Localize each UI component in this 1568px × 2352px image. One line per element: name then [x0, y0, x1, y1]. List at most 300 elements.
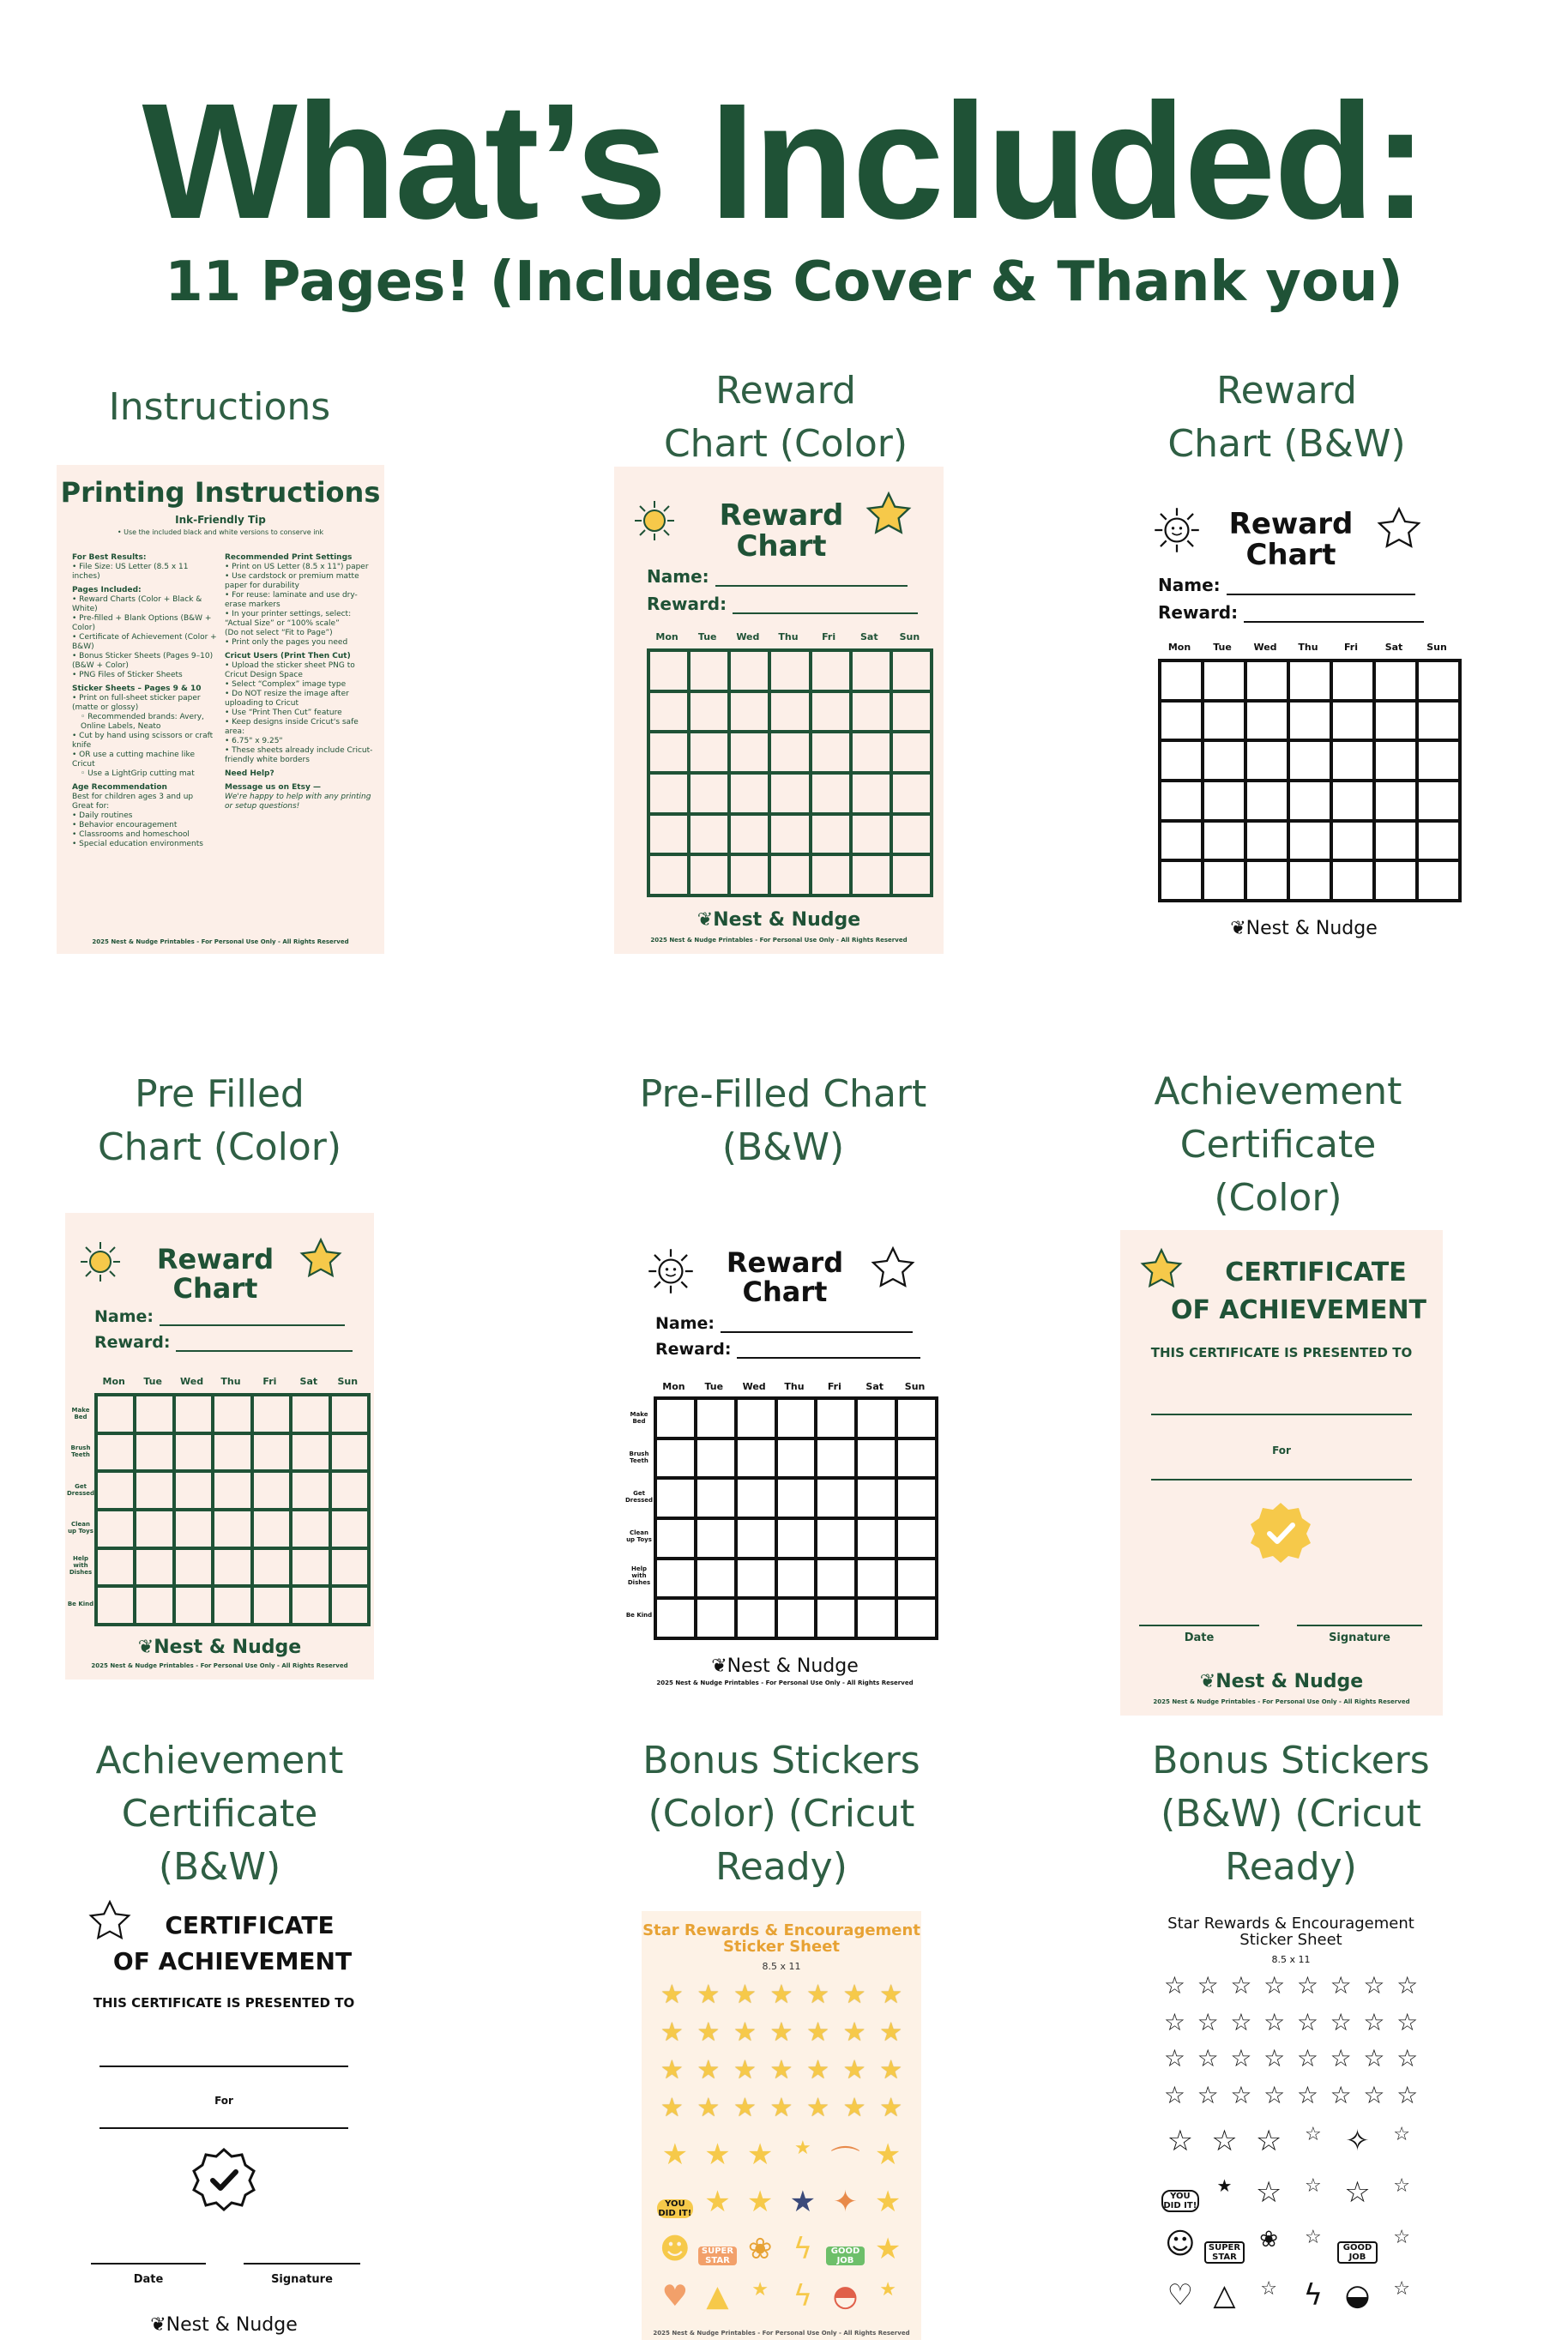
good-job-sticker: GOOD JOB: [1337, 2241, 1378, 2264]
small-star-sticker: ★: [793, 2138, 811, 2159]
task-label: Be Kind: [625, 1612, 653, 1619]
label-line: Pre Filled: [135, 1072, 305, 1116]
chart-cell: [174, 1433, 213, 1472]
chart-cell: [851, 691, 891, 733]
chart-cell: [96, 1548, 135, 1587]
task-labels: [624, 1398, 654, 1635]
leaf-icon: ❦: [1199, 1671, 1216, 1692]
label-line: Achievement: [1154, 1070, 1402, 1113]
signature-label: Signature: [1329, 1631, 1390, 1644]
star-sticker: ☆: [1344, 2175, 1371, 2210]
chart-cell: [896, 1398, 937, 1438]
instruction-line: ◦ Recommended brands: Avery, Online Labels, Neato: [81, 713, 204, 731]
star-sticker: ★: [874, 2232, 902, 2266]
chart-cell: [811, 732, 851, 773]
star-icon: [299, 1237, 343, 1282]
instructions-title: Printing Instructions: [60, 476, 381, 509]
label-line: Reward: [715, 369, 856, 413]
paw-sticker: ❀: [1259, 2227, 1279, 2252]
chart-cell: [811, 691, 851, 733]
star-sticker: ☆: [1230, 2007, 1252, 2036]
day-label: Sun: [904, 1381, 926, 1392]
star-sticker: ☆: [1363, 2044, 1385, 2072]
chart-cell: [648, 691, 689, 733]
chart-cell: [1160, 740, 1203, 781]
day-label: Thu: [220, 1376, 241, 1387]
instruction-line: • Print only the pages you need: [225, 638, 348, 647]
chart-cell: [891, 814, 932, 855]
brand-name: Nest & Nudge: [1245, 918, 1378, 939]
day-label: Thu: [778, 631, 799, 642]
task-label: Clean up Toys: [68, 1521, 93, 1535]
reward-line: [733, 612, 918, 614]
star-sticker: ★: [806, 2017, 830, 2047]
star-sticker: ★: [704, 2185, 731, 2219]
instruction-line: Recommended Print Settings: [225, 553, 353, 562]
tip-heading: Ink-Friendly Tip: [175, 514, 266, 526]
chart-cell: [174, 1471, 213, 1510]
instruction-line: • Special education environments: [72, 840, 203, 848]
prefilled-chart-color-sheet: [65, 1213, 374, 1680]
star-sticker: ☆: [1296, 2080, 1318, 2109]
page-subtitle: 11 Pages! (Includes Cover & Thank you): [165, 250, 1403, 314]
instruction-line: • Print on US Letter (8.5 x 11") paper: [225, 563, 369, 571]
star-sticker: ☆: [1393, 2227, 1411, 2248]
chart-cell: [1331, 740, 1374, 781]
smiley-sticker: ☺: [1165, 2227, 1196, 2261]
chart-cell: [1245, 781, 1288, 821]
day-label: Sat: [859, 631, 878, 642]
star-sticker: ☆: [1263, 2080, 1286, 2109]
for-label: For: [1272, 1444, 1291, 1456]
star-sticker: ★: [697, 1980, 721, 2010]
label-line: (Color) (Cricut: [648, 1792, 915, 1836]
you-did-it-sticker: YOU DID IT!: [658, 2198, 692, 2218]
chart-cell: [330, 1395, 369, 1433]
star-sticker: ☆: [1197, 2080, 1219, 2109]
chart-cell: [891, 691, 932, 733]
reward-line: [176, 1350, 353, 1352]
for-line: [100, 2127, 348, 2129]
day-label: Fri: [1343, 642, 1358, 653]
instructions-left-column: [72, 549, 218, 849]
chart-cell: [135, 1395, 173, 1433]
name-field: [655, 1314, 913, 1333]
name-label: Name:: [655, 1314, 715, 1333]
chart-cell: [816, 1478, 856, 1518]
star-sticker: ★: [769, 2093, 793, 2123]
chart-cell: [1374, 660, 1417, 701]
chart-cell: [689, 854, 729, 896]
chart-cell: [291, 1586, 329, 1625]
chart-cell: [96, 1510, 135, 1548]
chart-cell: [1160, 821, 1203, 861]
small-star-sticker: ☆: [1304, 2124, 1322, 2145]
instruction-line: • 6.75" x 9.25": [225, 737, 283, 745]
chart-cell: [851, 773, 891, 814]
heart-sticker: ♥: [661, 2279, 689, 2313]
task-label: Help with Dishes: [69, 1555, 93, 1577]
reward-field: [655, 1340, 920, 1359]
leaf-icon: ❦: [1230, 918, 1246, 939]
instruction-line: • Certificate of Achievement (Color + B&W): [72, 633, 217, 651]
chart-cell: [1417, 701, 1460, 741]
name-label: Name:: [647, 566, 709, 587]
chart-cell: [816, 1598, 856, 1638]
date-label: Date: [1184, 1631, 1215, 1644]
instruction-line: • Behavior encouragement: [72, 821, 178, 829]
chart-cell: [1203, 860, 1245, 901]
day-label: Mon: [662, 1381, 685, 1392]
instruction-line: Need Help?: [225, 769, 274, 778]
star-sticker: ☆: [1304, 2175, 1322, 2197]
chart-cell: [729, 773, 769, 814]
label-prefilled-color: [48, 1068, 391, 1174]
chart-cell: [696, 1478, 736, 1518]
label-line: Reward: [1216, 369, 1357, 413]
instruction-line: • Upload the sticker sheet PNG to Cricut Design Space: [225, 661, 355, 679]
chart-cell: [689, 773, 729, 814]
blue-star-sticker: ★: [789, 2185, 817, 2219]
instruction-line: Age Recommendation: [72, 783, 167, 792]
chart-cell: [776, 1438, 817, 1479]
label-line: Chart (B&W): [1167, 422, 1406, 466]
lightning-sticker: ϟ: [793, 2232, 813, 2266]
star-sticker: ☆: [1304, 2227, 1322, 2248]
instruction-line: For Best Results:: [72, 553, 147, 562]
chart-cell: [1245, 660, 1288, 701]
chart-cell: [736, 1438, 776, 1479]
star-sticker: ☆: [1260, 2278, 1278, 2300]
rainbow-sticker: ⌒: [830, 2144, 860, 2179]
chart-grid: [94, 1393, 371, 1626]
chart-title-line: Chart: [742, 1275, 828, 1308]
star-sticker: ★: [751, 2279, 769, 2301]
day-label: Tue: [1213, 642, 1232, 653]
chart-cell: [1417, 821, 1460, 861]
instruction-line: • In your printer settings, select: “Actual Size” or “100% scale”: [225, 610, 352, 628]
label-prefilled-bw: [607, 1068, 959, 1174]
chart-grid: [647, 648, 933, 897]
star-sticker: ★: [874, 2138, 902, 2172]
star-sticker: ☆: [1255, 2175, 1282, 2210]
chart-cell: [856, 1438, 896, 1479]
presented-to: THIS CERTIFICATE IS PRESENTED TO: [93, 1995, 355, 2011]
check-badge-icon: [1249, 1501, 1312, 1565]
super-star-sticker: SUPER STAR: [1204, 2241, 1245, 2264]
chart-cell: [689, 650, 729, 691]
chart-cell: [856, 1518, 896, 1559]
chart-title: [703, 1246, 866, 1308]
instructions-right-column: [225, 549, 376, 811]
star-sticker: ☆: [1330, 1971, 1352, 1999]
chart-cell: [1331, 860, 1374, 901]
chart-grid: [654, 1396, 938, 1640]
chart-cell: [769, 732, 810, 773]
day-label: Sun: [1426, 642, 1447, 653]
chart-cell: [1203, 701, 1245, 741]
star-sticker: ★: [769, 1980, 793, 2010]
star-sticker: ★: [874, 2185, 902, 2219]
chart-cell: [856, 1478, 896, 1518]
day-label: Fri: [262, 1376, 277, 1387]
chart-cell: [1288, 660, 1331, 701]
shooting-star-sticker: ✦: [833, 2185, 858, 2219]
star-sticker: ☆: [1197, 1971, 1219, 1999]
star-sticker: ★: [842, 2093, 866, 2123]
filled-star-sticker: ★: [1216, 2175, 1233, 2196]
page-title: What’s Included:: [142, 69, 1426, 253]
chart-cell: [729, 650, 769, 691]
star-sticker: ☆: [1163, 2044, 1185, 2072]
name-field: [94, 1307, 345, 1326]
days-header: [654, 1381, 935, 1392]
star-sticker: ☆: [1330, 2007, 1352, 2036]
chart-cell: [896, 1598, 937, 1638]
triangle-sticker: △: [1213, 2278, 1236, 2313]
star-sticker: ☆: [1363, 1971, 1385, 1999]
chart-cell: [96, 1471, 135, 1510]
star-sticker: ☆: [1163, 2007, 1185, 2036]
watermelon-sticker: ◓: [832, 2279, 859, 2313]
name-label: Name:: [1158, 575, 1221, 595]
days-header: [1158, 642, 1458, 653]
good-job-sticker: GOOD JOB: [826, 2246, 865, 2265]
chart-cell: [213, 1586, 251, 1625]
chart-cell: [1288, 781, 1331, 821]
chart-cell: [655, 1518, 696, 1559]
label-line: (Color): [1214, 1176, 1342, 1220]
chart-cell: [856, 1559, 896, 1599]
sun-icon: [647, 1247, 695, 1295]
star-sticker: ☆: [1396, 1971, 1419, 1999]
instruction-line: • Pre-filled + Blank Options (B&W + Color): [72, 614, 212, 632]
brand-name: Nest & Nudge: [713, 909, 861, 931]
instruction-line: • Do NOT resize the image after uploading to Cricut: [225, 690, 349, 708]
chart-cell: [856, 1598, 896, 1638]
star-sticker: ★: [660, 2055, 684, 2085]
chart-cell: [769, 773, 810, 814]
chart-cell: [135, 1471, 173, 1510]
star-sticker: ☆: [1296, 2044, 1318, 2072]
star-sticker: ☆: [1396, 2007, 1419, 2036]
label-line: Bonus Stickers: [1152, 1739, 1430, 1782]
brand-name: Nest & Nudge: [154, 1637, 302, 1658]
label-line: (B&W) (Cricut: [1161, 1792, 1421, 1836]
sticker-sheet-color: [642, 1911, 921, 2340]
for-label: For: [214, 2095, 233, 2107]
certificate-footer: 2025 Nest & Nudge Printables - For Personal Use Only - All Rights Reserved: [1153, 1698, 1410, 1705]
star-sticker: ★: [746, 2138, 774, 2172]
star-sticker: ☆: [1396, 2080, 1419, 2109]
chart-cell: [851, 732, 891, 773]
chart-cell: [96, 1586, 135, 1625]
instructions-sheet: [57, 465, 384, 954]
star-sticker: ☆: [1197, 2044, 1219, 2072]
star-sticker: ☆: [1363, 2007, 1385, 2036]
day-label: Thu: [784, 1381, 805, 1392]
chart-cell: [816, 1518, 856, 1559]
chart-title-line: Chart: [172, 1271, 258, 1305]
brand-logo: [623, 1655, 947, 1677]
star-sticker: ☆: [1393, 2278, 1411, 2300]
star-sticker: ★: [733, 2055, 757, 2085]
chart-cell: [252, 1433, 291, 1472]
reward-label: Reward:: [1158, 602, 1239, 623]
chart-cell: [729, 814, 769, 855]
chart-cell: [1203, 740, 1245, 781]
chart-cell: [769, 854, 810, 896]
sun-icon: [79, 1240, 122, 1283]
chart-cell: [1160, 660, 1203, 701]
star-sticker: ★: [769, 2017, 793, 2047]
day-label: Tue: [697, 631, 717, 642]
reward-chart-color-sheet: [614, 467, 944, 954]
chart-cell: [1331, 660, 1374, 701]
chart-title-line: Reward: [1228, 507, 1354, 541]
certificate-color-sheet: [1120, 1230, 1443, 1716]
chart-cell: [648, 854, 689, 896]
star-sticker: ★: [697, 2093, 721, 2123]
chart-cell: [135, 1433, 173, 1472]
star-sticker: ☆: [1330, 2080, 1352, 2109]
chart-cell: [776, 1598, 817, 1638]
chart-cell: [729, 732, 769, 773]
day-label: Fri: [822, 631, 836, 642]
instruction-line: • File Size: US Letter (8.5 x 11 inches): [72, 563, 189, 581]
chart-cell: [736, 1598, 776, 1638]
instruction-line: • Classrooms and homeschool: [72, 830, 190, 839]
chart-cell: [648, 814, 689, 855]
sticker-title-line: Star Rewards & Encouragement: [1167, 1915, 1414, 1933]
name-line: [721, 1331, 913, 1333]
name-line: [715, 585, 908, 587]
chart-cell: [291, 1395, 329, 1433]
chart-cell: [851, 814, 891, 855]
chart-cell: [96, 1433, 135, 1472]
chart-cell: [736, 1559, 776, 1599]
instruction-line: • Select “Complex” image type: [225, 680, 347, 689]
chart-cell: [1374, 740, 1417, 781]
instruction-line: • Print on full-sheet sticker paper (matte or glossy): [72, 694, 201, 712]
chart-cell: [1288, 740, 1331, 781]
name-label: Name:: [94, 1307, 154, 1326]
recipient-line: [100, 2066, 348, 2067]
instruction-line: • Daily routines: [72, 811, 133, 820]
chart-cell: [729, 854, 769, 896]
star-sticker: ★: [746, 2185, 774, 2219]
star-sticker: ☆: [1197, 2007, 1219, 2036]
label-reward-chart-bw: [1115, 365, 1458, 471]
lightning-sticker: ϟ: [1303, 2278, 1324, 2313]
chart-cell: [769, 650, 810, 691]
heart-sticker: ♡: [1167, 2278, 1194, 2313]
chart-cell: [213, 1395, 251, 1433]
chart-cell: [1417, 740, 1460, 781]
chart-cell: [769, 691, 810, 733]
chart-cell: [1417, 781, 1460, 821]
chart-cell: [776, 1518, 817, 1559]
signature-label: Signature: [271, 2273, 333, 2286]
chart-cell: [891, 773, 932, 814]
star-sticker: ★: [879, 2279, 897, 2301]
lightning-sticker: ϟ: [793, 2279, 813, 2313]
chart-cell: [776, 1398, 817, 1438]
label-line: Certificate: [1179, 1123, 1377, 1167]
instruction-line: Best for children ages 3 and up: [72, 793, 194, 801]
chart-cell: [769, 814, 810, 855]
chart-cell: [776, 1478, 817, 1518]
chart-cell: [689, 691, 729, 733]
task-label: Brush Teeth: [629, 1450, 649, 1464]
chart-cell: [291, 1510, 329, 1548]
chart-cell: [174, 1586, 213, 1625]
star-sticker: ★: [842, 1980, 866, 2010]
chart-cell: [736, 1398, 776, 1438]
instruction-line: (Do not select “Fit to Page”): [225, 629, 333, 637]
chart-title: [134, 1245, 297, 1303]
reward-line: [737, 1357, 920, 1359]
chart-cell: [689, 814, 729, 855]
chart-cell: [655, 1438, 696, 1479]
chart-cell: [291, 1433, 329, 1472]
reward-field: [94, 1333, 353, 1352]
instruction-line: ◦ Use a LightGrip cutting mat: [81, 769, 195, 778]
day-label: Thu: [1298, 642, 1318, 653]
check-badge-icon: [192, 2148, 256, 2211]
star-sticker: ★: [806, 1980, 830, 2010]
chart-cell: [1288, 821, 1331, 861]
chart-cell: [851, 650, 891, 691]
star-sticker: ★: [660, 2017, 684, 2047]
chart-cell: [291, 1548, 329, 1587]
chart-cell: [896, 1518, 937, 1559]
day-label: Sun: [899, 631, 920, 642]
name-field: [1158, 575, 1415, 595]
cert-title-line: OF ACHIEVEMENT: [112, 1947, 353, 1975]
sticker-footer: 2025 Nest & Nudge Printables - For Personal Use Only - All Rights Reserved: [653, 2330, 910, 2337]
chart-cell: [891, 854, 932, 896]
star-icon: [1376, 506, 1422, 552]
leaf-icon: ❦: [137, 1637, 154, 1658]
star-sticker: ☆: [1363, 2080, 1385, 2109]
chart-cell: [1417, 660, 1460, 701]
instruction-line: • Cut by hand using scissors or craft knife: [72, 732, 214, 750]
chart-cell: [1374, 701, 1417, 741]
chart-cell: [1245, 701, 1288, 741]
brand-logo: [1120, 1671, 1443, 1692]
instructions-footer: 2025 Nest & Nudge Printables - For Personal Use Only - All Rights Reserved: [92, 938, 349, 945]
chart-cell: [1374, 860, 1417, 901]
chart-footer: 2025 Nest & Nudge Printables - For Personal Use Only - All Rights Reserved: [656, 1680, 914, 1686]
chart-cell: [330, 1433, 369, 1472]
name-line: [160, 1324, 345, 1326]
brand-name: Nest & Nudge: [1215, 1671, 1364, 1692]
label-line: Ready): [715, 1845, 847, 1889]
chart-footer: 2025 Nest & Nudge Printables - For Personal Use Only - All Rights Reserved: [91, 1662, 348, 1669]
cert-title-line: CERTIFICATE: [1225, 1257, 1407, 1288]
chart-cell: [1374, 821, 1417, 861]
chart-cell: [1331, 781, 1374, 821]
chart-cell: [648, 773, 689, 814]
star-sticker: ☆: [1330, 2044, 1352, 2072]
chart-title-line: Reward: [156, 1243, 274, 1276]
task-label: Make Bed: [71, 1407, 90, 1421]
chart-title-line: Chart: [736, 528, 827, 564]
chart-cell: [816, 1559, 856, 1599]
chart-cell: [1288, 701, 1331, 741]
instruction-line: • OR use a cutting machine like Cricut: [72, 751, 195, 769]
